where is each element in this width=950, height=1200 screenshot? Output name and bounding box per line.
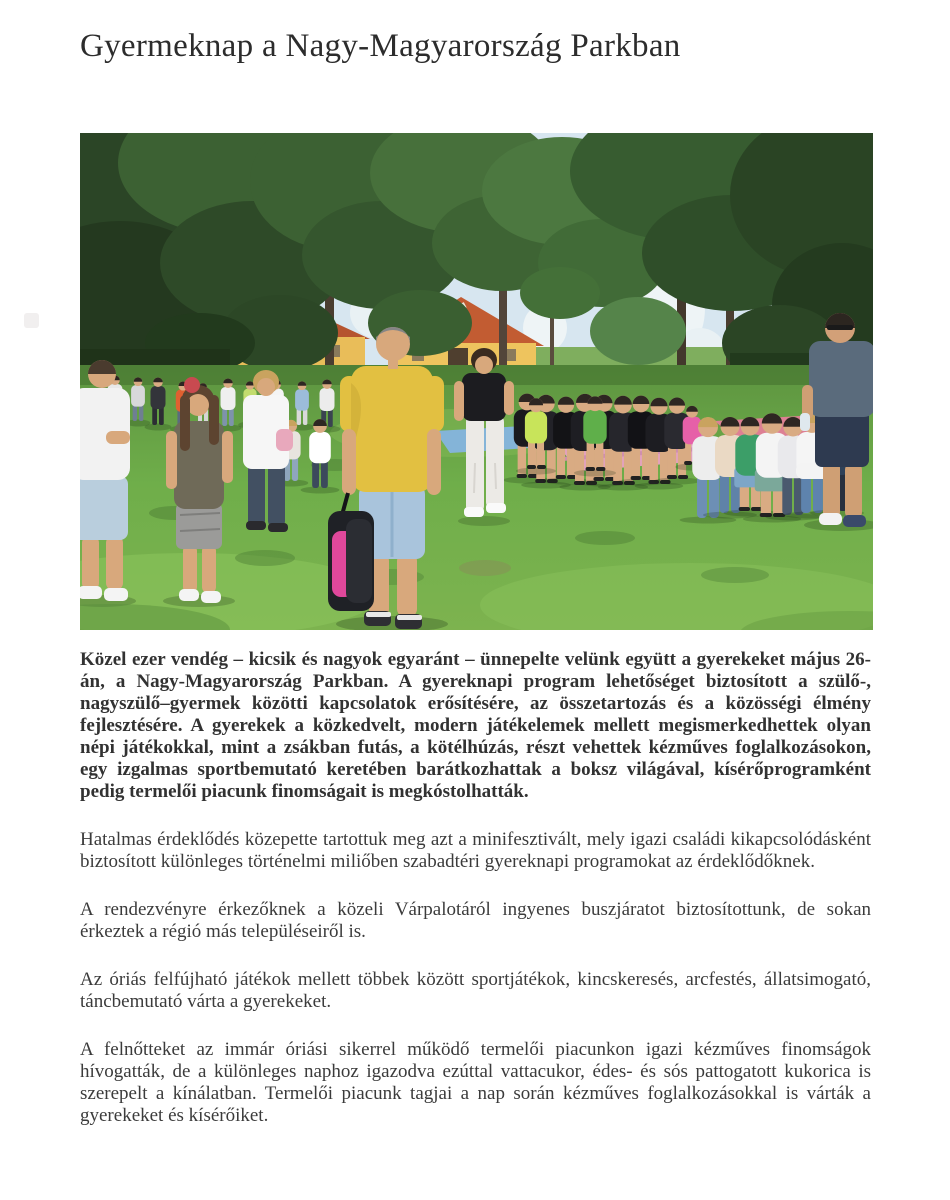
left-margin-artifact [24, 313, 39, 328]
event-photo [80, 133, 873, 630]
article-paragraph: Közel ezer vendég – kicsik és nagyok egyaránt – ünnepelte velünk együtt a gyerekeket május 26-án, a Nagy-Magyarország Parkban. A gyereknapi program lehetőséget biztosított a szülő-, nagyszülő–gyermek közötti kapcsolatok erősítésére, az összetartozás és a közösségi élmény fejlesztésére. A gyerekek a közkedvelt, modern játékelemek mellett megismerkedhettek olyan népi játékokkal, mint a zsákban futás, a kötélhúzás, részt vehettek kézműves foglalkozásokon, egy izgalmas sportbemutató keretében barátkozhattak a boksz világával, kísérőprogramként pedig termelői piacunk finomságait is megkóstolhatták. [80, 649, 871, 802]
event-photo-illustration [80, 133, 873, 630]
page-title: Gyermeknap a Nagy-Magyarország Parkban [80, 28, 681, 64]
article-paragraph: A rendezvényre érkezőknek a közeli Várpalotáról ingyenes buszjáratot biztosítottunk, de sokan érkeztek a régió más településeiről is. [80, 899, 871, 942]
article-paragraph: Hatalmas érdeklődés közepette tartottuk meg azt a minifesztivált, mely igazi családi kikapcsolódásként biztosított különleges történelmi miliőben szabadtéri gyereknapi programokat az érdeklődőknek. [80, 829, 871, 872]
article-body [80, 649, 871, 1127]
article-paragraph: Az óriás felfújható játékok mellett többek között sportjátékok, kincskeresés, arcfestés, állatsimogató, táncbemutató várta a gyerekeket. [80, 969, 871, 1012]
article-paragraph: A felnőtteket az immár óriási sikerrel működő termelői piacunkon igazi kézműves finomságok hívogatták, de a különleges naphoz igazodva ezúttal vattacukor, édes- és sós pattogatott kukorica is szerepelt a kínálatban. Termelői piacunk tagjai a nap során kézműves foglalkozásokkal is várták a gyerekeket és kísérőiket. [80, 1039, 871, 1126]
